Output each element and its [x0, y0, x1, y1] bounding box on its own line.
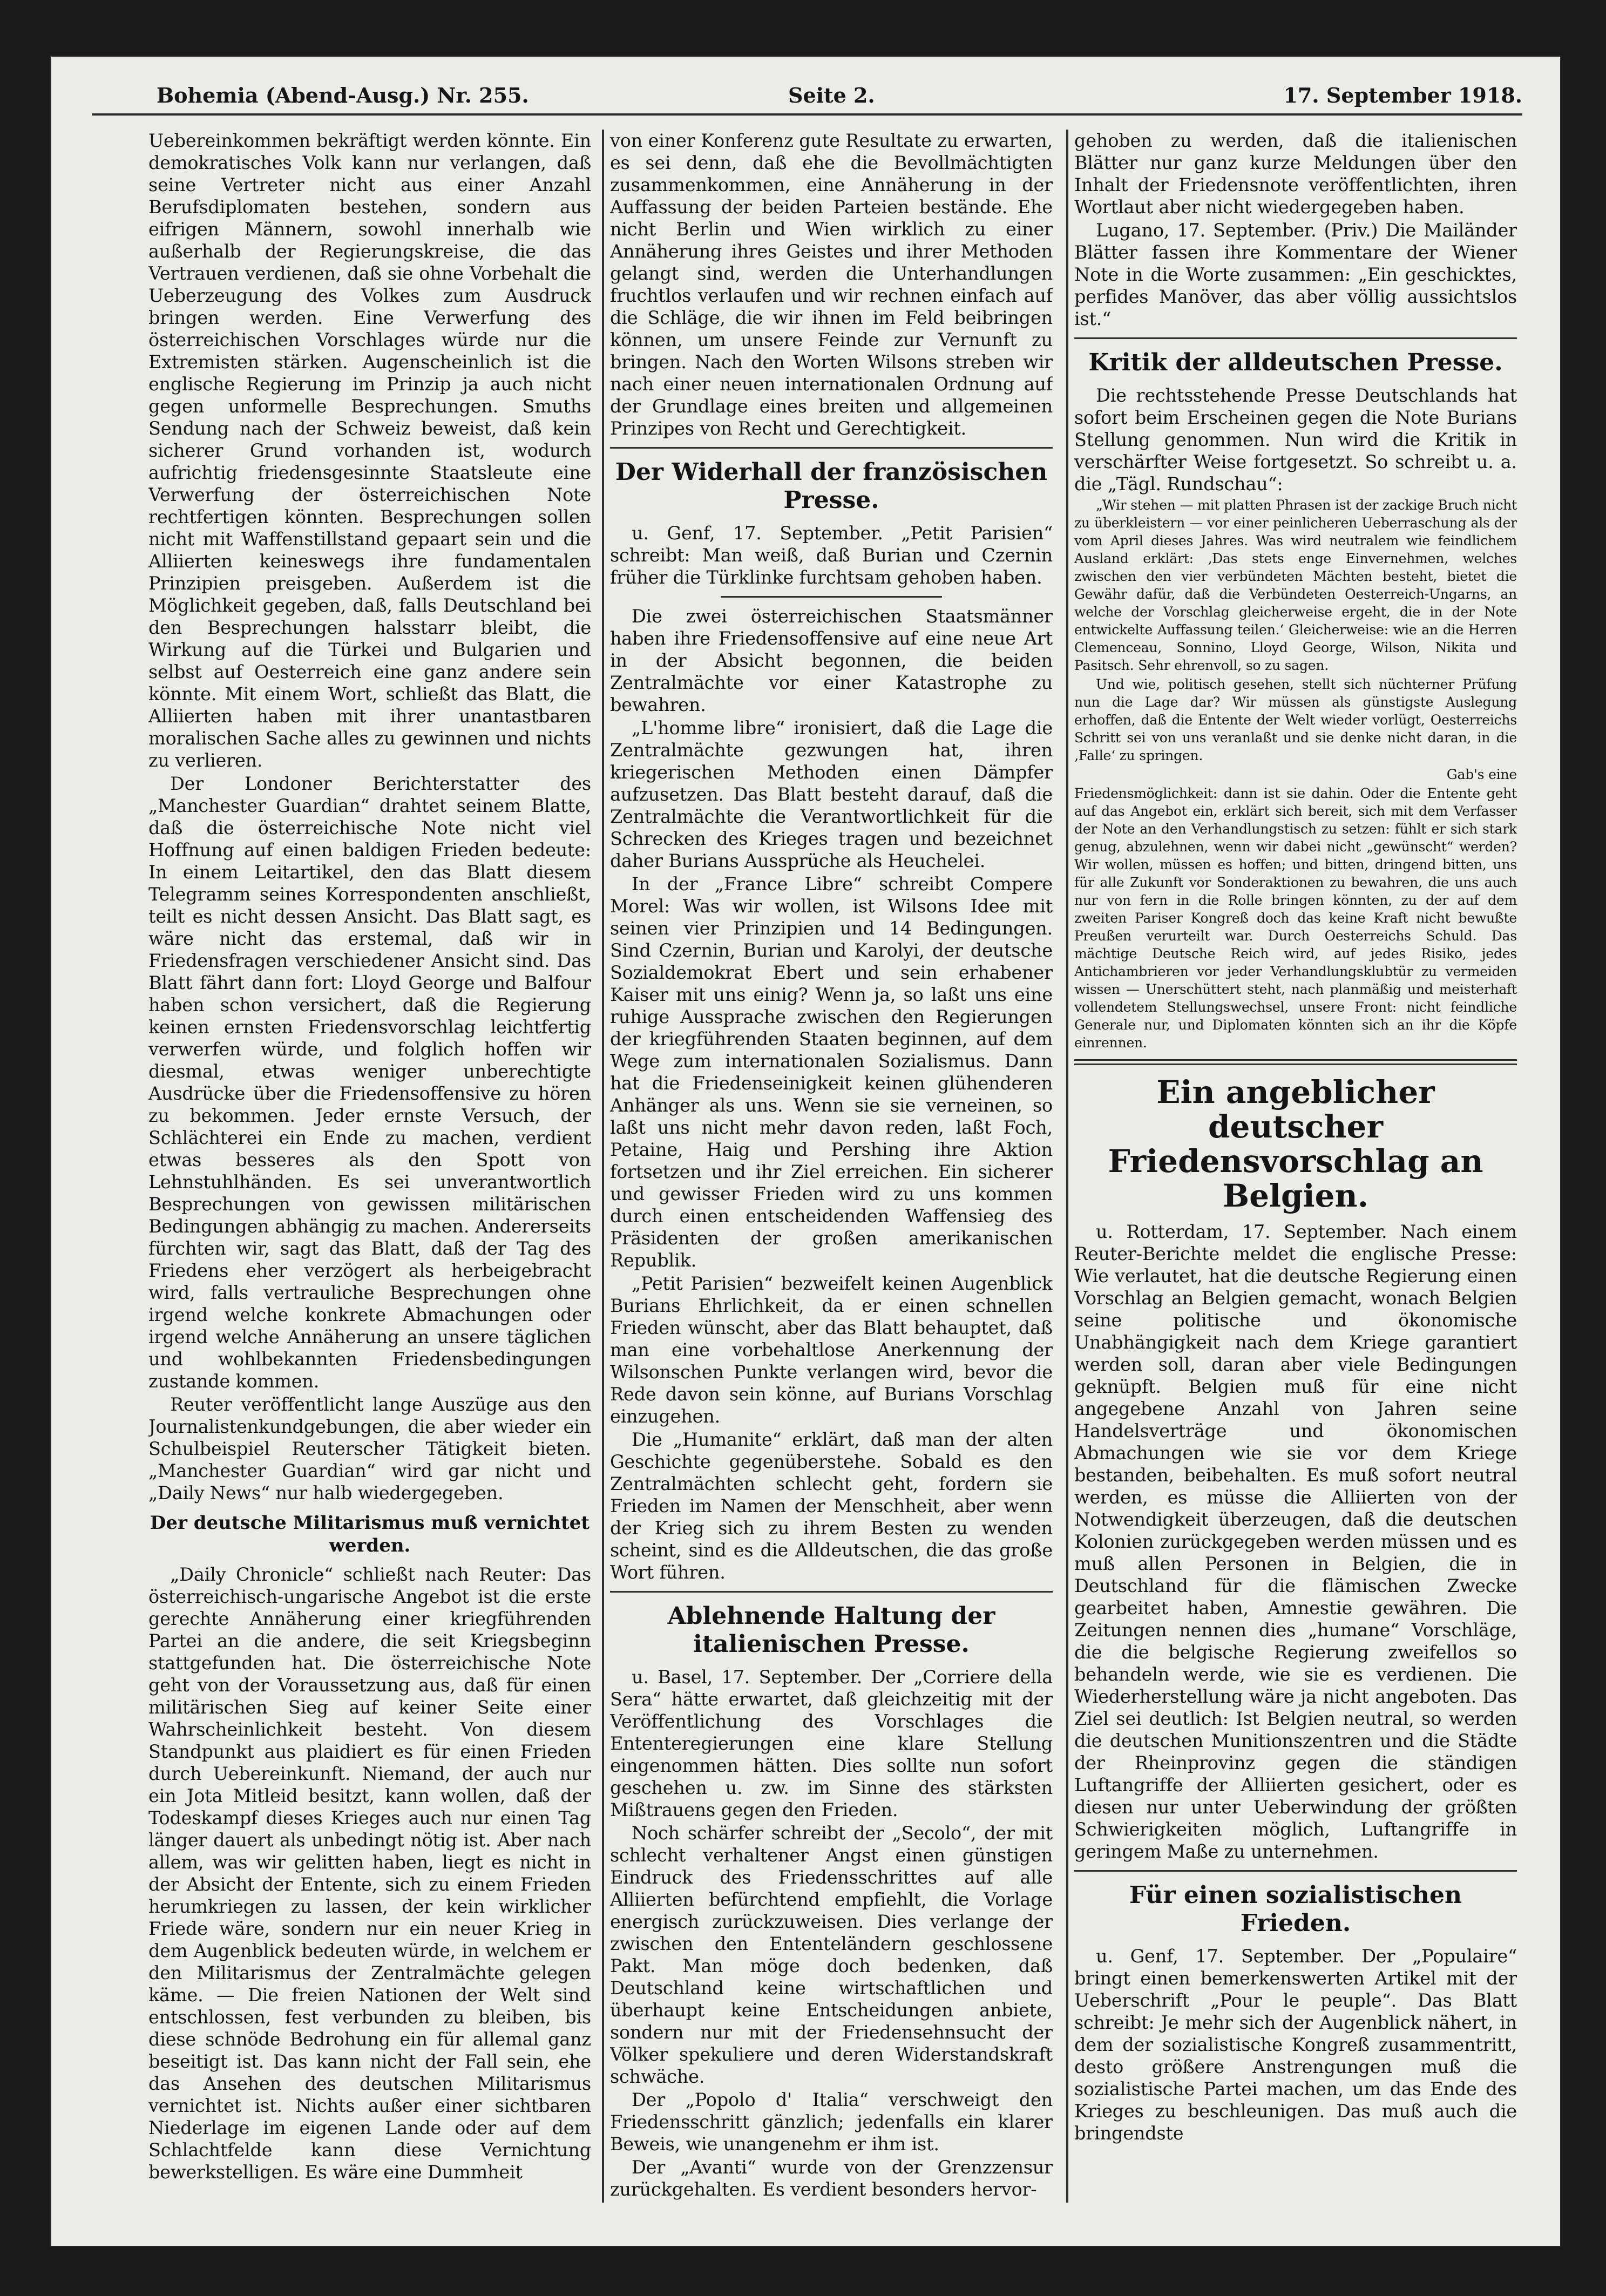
page-number: Seite 2. — [788, 83, 875, 107]
divider — [610, 447, 1053, 449]
article-headline: Der Widerhall der französischen Presse. — [615, 458, 1048, 514]
section-subheading: Der deutsche Militarismus muß vernichtet werden. — [150, 1512, 590, 1556]
quoted-text: „Wir stehen — mit platten Phrasen ist der zackige Bruch nicht zu überkleistern — vor einer peinlicheren Ueberraschung als der vom April dieses Jahres. Was wird neutralem wie feindlichem Ausland erklärt: ‚Das stets enge Einvernehmen, welches zwischen den vier verbündeten Mächten besteht, bietet die Gewähr dafür, daß die Verbündeten Oesterreich-Ungarns, an welche der Vorschlag gleicherweise ergeht, die in der Note entwickelte Auffassung teilen.‘ Gleicherweise: wie an die Herren Clemenceau, Sonnino, Lloyd George, Wilson, Nikita und Pasitsch. Sehr ehrenvoll, so zu sagen. — [1074, 497, 1517, 673]
article-text: „Daily Chronicle“ schließt nach Reuter: Das österreichisch-ungarische Angebot ist die erste gerechte Annäherung einer kriegführenden Partei an die andere, die seit Kriegsbeginn stattgefunden hat. Die österreichische Note geht von der Voraussetzung aus, daß für einen militärischen Sieg auf keiner Seite einer Wahrscheinlichkeit besteht. Von diesem Standpunkt aus plaidiert es für einen Frieden durch Uebereinkunft. Niemand, der auch nur ein Jota Mitleid besitzt, kann wollen, daß der Todeskampf dieses Krieges auch nur einen Tag länger dauert als unbedingt nötig ist. Aber nach allem, was wir gelitten haben, liegt es nicht in der Absicht der Entente, sich zu einem Frieden herumkriegen zu lassen, der kein wirklicher Friede wäre, sondern nur ein neuer Krieg in dem Augenblick bedeuten würde, in welchem er den Militarismus der Zentralmächte gelegen käme. — Die freien Nationen der Welt sind entschlossen, fest verbunden zu bleiben, bis diese schnöde Bedrohung ein für allemal ganz beseitigt ist. Das kann nicht der Fall sein, ehe das Ansehen des deutschen Militarismus vernichtet ist. Nichts außer einer sichtbaren Niederlage im eigenen Lande oder auf dem Schlachtfelde kann diese Vernichtung bewerkstelligen. Es wäre eine Dummheit — [148, 1564, 591, 2183]
column-1 — [148, 130, 591, 2203]
issue-date: 17. September 1918. — [1283, 83, 1522, 107]
quoted-text: Gab's eine — [1446, 767, 1517, 782]
article-text: Lugano, 17. September. (Priv.) Die Mailänder Blätter fassen ihre Kommentare der Wiener Note in die Worte zusammen: „Ein geschicktes, perfides Manöver, das aber völlig aussichtslos ist.“ — [1074, 220, 1517, 329]
quoted-text: Friedensmöglichkeit: dann ist sie dahin. Oder die Entente geht auf das Angebot ein, erklärt sich bereit, sich mit dem Verfasser der Note an den Verhandlungstisch zu setzen: fühlt er sich stark genug, abzulehnen, wenn wir dabei nicht „gewünscht“ werden? Wir wollen, müssen es hoffen; und bitten, dringend bitten, uns für alle Zukunft vor Sonderaktionen zu bewahren, die uns auch nur von fern in die Rolle bringen könnten, zu der auf dem zweiten Pariser Kongreß doch das keine Kraft nicht bewußte Preußen verurteilt war. Durch Oesterreichs Schuld. Das mächtige Deutsche Reich wird, auf jedes Risiko, jedes Antichambrieren vor jeder Verhandlungsklubtür zu vermeiden wissen — Unerschüttert steht, nach planmäßig und meisterhaft vollendetem Stellungswechsel, unsere Front: nicht feindliche Generale nur, und Diplomaten könnten sich an ihr die Köpfe einrennen. — [1074, 785, 1517, 1051]
article-headline: Ablehnende Haltung der italienischen Presse. — [667, 1602, 995, 1658]
masthead-issue: Bohemia (Abend-Ausg.) Nr. 255. — [157, 83, 529, 107]
article-text: In der „France Libre“ schreibt Compere Morel: Was wir wollen, ist Wilsons Idee mit seinen vier Prinzipien und 14 Bedingungen. Sind Czernin, Burian und Karolyi, der deutsche Sozialdemokrat Ebert und sein erhabener Kaiser mit uns einig? Wenn ja, so laßt uns eine ruhige Aussprache zwischen den Regierungen der kriegführenden Staaten beginnen, auf dem Wege zum internationalen Sozialismus. Dann hat die Friedenseinigkeit keinen glühenderen Anhänger als uns. Wenn sie sie verneinen, so laßt uns nicht mehr davon reden, laßt Foch, Petaine, Haig und Pershing ihre Aktion fortsetzen und ihr Ziel erreichen. Ein sicherer und gewisser Frieden wird zu uns kommen durch einen entscheidenden Waffensieg des Präsidenten der großen amerikanischen Republik. — [610, 873, 1053, 1271]
article-headline: Ein angeblicher deutscher Friedensvorschlag an Belgien. — [1108, 1074, 1483, 1214]
article-text: „Petit Parisien“ bezweifelt keinen Augenblick Burians Ehrlichkeit, da er einen schnellen Frieden wünscht, aber das Blatt behauptet, daß man eine vorbehaltlose Anerkennung der Wilsonschen Punkte verlangen wird, bevor die Rede davon sein könne, auf Burians Vorschlag einzugehen. — [610, 1273, 1053, 1427]
article-text: Der Londoner Berichterstatter des „Manchester Guardian“ drahtet seinem Blatte, daß die österreichische Note nicht viel Hoffnung auf einen baldigen Frieden bedeute: In einem Leitartikel, den das Blatt diesem Telegramm seines Korrespondenten anschließt, teilt es nicht dessen Ansicht. Das Blatt sagt, es wäre nicht das erstemal, daß wir in Friedensfragen verschiedener Ansicht sind. Das Blatt fährt dann fort: Lloyd George und Balfour haben schon versichert, daß die Regierung keinen ernsten Friedensvorschlag leichtfertig verwerfen würde, und folglich hoffen wir diesmal, etwas weniger unberechtigte Ausdrücke über die Friedensoffensive zu hören zu bekommen. Jeder ernste Versuch, der Schlächterei ein Ende zu machen, verdient etwas besseres als den Spott von Lehnstuhlhänden. Es sei unverantwortlich Besprechungen von gewissen militärischen Bedingungen abhängig zu machen. Andererseits fürchten wir, sagt das Blatt, daß der Tag des Friedens eher verzögert als herbeigebracht wird, falls vertrauliche Besprechungen ohne irgend welche konkrete Abmachungen oder irgend welche Annäherung an unsere täglichen und wohlbekannten Friedensbedingungen zustande kommen. — [148, 773, 591, 1392]
divider — [610, 1591, 1053, 1593]
article-headline: Kritik der alldeutschen Presse. — [1088, 349, 1503, 376]
article-text: u. Genf, 17. September. Der „Populaire“ bringt einen bemerkenswerten Artikel mit der Ueberschrift „Pour le peuple“. Das Blatt schreibt: Je mehr sich der Augenblick nähert, in dem der sozialistische Kongreß zusammentritt, desto größere Anstrengungen muß die sozialistische Partei machen, um das Ende des Krieges zu beschleunigen. Das muß auch die bringendste — [1074, 1946, 1517, 2144]
article-text: von einer Konferenz gute Resultate zu erwarten, es sei denn, daß ehe die Bevollmächtigten zusammenkommen, eine Annäherung in der Auffassung der beiden Parteien bestände. Ehe nicht Berlin und Wien wirklich zu einer Annäherung ihres Geistes und ihrer Methoden gelangt sind, werden die Unterhandlungen fruchtlos verlaufen und wir rechnen einfach auf die Schläge, die wir ihnen im Feld beibringen können, um unsere Feinde zur Vernunft zu bringen. Nach den Worten Wilsons streben wir nach einer neuen internationalen Ordnung auf der Grundlage eines breiten und allgemeinen Prinzipes von Recht und Gerechtigkeit. — [610, 130, 1053, 439]
article-text: gehoben zu werden, daß die italienischen Blätter nur ganz kurze Meldungen über den Inhalt der Friedensnote veröffentlichten, ihren Wortlaut aber nicht wiedergegeben haben. — [1074, 130, 1517, 218]
article-text: Uebereinkommen bekräftigt werden könnte. Ein demokratisches Volk kann nur verlangen, daß seine Vertreter nicht aus einer Anzahl Berufsdiplomaten bestehen, sondern aus eifrigen Männern, sowohl innerhalb wie außerhalb der Regierungskreise, die das Vertrauen verdienen, daß sie ohne Vorbehalt die Ueberzeugung des Volkes zum Ausdruck bringen werden. Eine Verwerfung des österreichischen Vorschlages würde nur die Extremisten stärken. Augenscheinlich ist die englische Regierung im Prinzip ja auch nicht gegen unformelle Besprechungen. Smuths Sendung nach der Schweiz beweist, daß kein sicherer Grund vorhanden ist, wodurch aufrichtig friedensgesinnte Staatsleute eine Verwerfung der österreichischen Note rechtfertigen könnten. Besprechungen sollen nicht mit Waffenstillstand gepaart sein und die Alliierten keineswegs ihre fundamentalen Prinzipien preisgeben. Außerdem ist die Möglichkeit gegeben, daß, falls Deutschland bei den Besprechungen halsstarr bleibt, die Wirkung auf die Türkei und Bulgarien und selbst auf Oesterreich eine ganz andere sein könnte. Mit einem Wort, schließt das Blatt, die Alliierten haben mit ihrer unantastbaren moralischen Sache alles zu gewinnen und nichts zu verlieren. — [148, 130, 591, 771]
column-rule-2 — [1066, 130, 1068, 2203]
column-3 — [1074, 130, 1517, 2203]
quoted-text: Und wie, politisch gesehen, stellt sich nüchterner Prüfung nun die Lage dar? Wir müssen als günstigste Auslegung erhoffen, daß die Entente der Welt wieder vorlügt, Oesterreichs Schritt sei von uns veranlaßt und sie denke nicht daran, in die ‚Falle‘ zu springen. — [1074, 676, 1517, 763]
divider — [1074, 1870, 1517, 1872]
article-text: „L'homme libre“ ironisiert, daß die Lage die Zentralmächte gezwungen hat, ihren kriegerischen Methoden einen Dämpfer aufzusetzen. Das Blatt besteht darauf, daß die Zentralmächte die Verantwortlichkeit für die Schrecken des Krieges tragen und bezeichnet daher Burians Aussprüche als Heuchelei. — [610, 717, 1053, 871]
article-text: Die zwei österreichischen Staatsmänner haben ihre Friedensoffensive auf eine neue Art in der Absicht begonnen, die beiden Zentralmächte vor einer Katastrophe zu bewahren. — [610, 606, 1053, 715]
article-text: Der „Avanti“ wurde von der Grenzzensur zurückgehalten. Es verdient besonders hervor- — [610, 2157, 1053, 2200]
divider — [1074, 1059, 1517, 1065]
divider — [1074, 337, 1517, 339]
column-rule-1 — [602, 130, 604, 2203]
article-text: Die „Humanite“ erklärt, daß man der alten Geschichte gegenüberstehe. Sobald es den Zentralmächten schlecht geht, fordern sie Frieden im Namen der Menschheit, aber wenn der Krieg sich zu ihrem Besten zu wenden scheint, sind es die Alldeutschen, die das große Wort führen. — [610, 1429, 1053, 1583]
article-text: u. Basel, 17. September. Der „Corriere della Sera“ hätte erwartet, daß gleichzeitig mit der Veröffentlichung des Vorschlages die Ententeregierungen eine klare Stellung eingenommen hätten. Dies sollte nun sofort geschehen u. zw. im Sinne des stärksten Mißtrauens gegen den Frieden. — [610, 1667, 1053, 1820]
article-text: Noch schärfer schreibt der „Secolo“, der mit schlecht verhaltener Angst einen günstigen Eindruck des Friedensschrittes auf alle Alliierten befürchtend empfiehlt, die Vorlage energisch zurückzuweisen. Dies verlange der zwischen den Ententeländern geschlossene Pakt. Man möge doch bedenken, daß Deutschland keine wirtschaftlichen und überhaupt keine Entscheidungen anbiete, sondern nur mit der Friedensehnsucht der Völker spekuliere und deren Widerstandskraft schwäche. — [610, 1823, 1053, 2087]
article-text: Reuter veröffentlicht lange Auszüge aus den Journalistenkundgebungen, die aber wieder ein Schulbeispiel Reuterscher Tätigkeit bieten. „Manchester Guardian“ wird gar nicht und „Daily News“ nur halb wiedergegeben. — [148, 1394, 591, 1503]
article-headline: Für einen sozialistischen Frieden. — [1129, 1881, 1462, 1937]
page-header — [92, 81, 1522, 116]
divider — [721, 596, 942, 598]
column-2 — [610, 130, 1053, 2203]
article-text: u. Rotterdam, 17. September. Nach einem Reuter-Berichte meldet die englische Presse: Wie verlautet, hat die deutsche Regierung einen Vorschlag an Belgien gemacht, wonach Belgien seine politische und ökonomische Unabhängigkeit nach dem Kriege garantiert werden soll, daran aber viele Bedingungen geknüpft. Belgien muß für eine nicht angegebene Anzahl von Jahren seine Handelsverträge und ökonomischen Abmachungen wie sie vor dem Kriege bestanden, beibehalten. Es muß sofort neutral werden, es müsse die Alliierten von der Notwendigkeit überzeugen, daß die deutschen Kolonien zurückgegeben werden müssen und es muß allen Personen in Belgien, die in Deutschland für die flämischen Zwecke gearbeitet haben, Amnestie gewähren. Die Zeitungen nennen dies „humane“ Vorschläge, die die belgische Regierung zweifellos so behandeln werde, wie sie es verdienen. Die Wiederherstellung wäre ja nicht angeboten. Das Ziel sei deutlich: Ist Belgien neutral, so werden die deutschen Munitionszentren und die Städte der Rheinprovinz gegen die ständigen Luftangriffe der Alliierten gesichert, oder es diesen nur unter Ueberwindung der größten Schwierigkeiten möglich, Luftangriffe in geringem Maße zu unternehmen. — [1074, 1221, 1517, 1862]
article-text: u. Genf, 17. September. „Petit Parisien“ schreibt: Man weiß, daß Burian und Czernin früher die Türklinke furchtsam gehoben haben. — [610, 523, 1053, 588]
article-text: Die rechtsstehende Presse Deutschlands hat sofort beim Erscheinen gegen die Note Burians Stellung genommen. Nun wird die Kritik in verschärfter Weise fortgesetzt. So schreibt u. a. die „Tägl. Rundschau“: — [1074, 385, 1517, 495]
article-text: Der „Popolo d' Italia“ verschweigt den Friedensschritt gänzlich; jedenfalls ein klarer Beweis, wie unangenehm er ihm ist. — [610, 2089, 1053, 2155]
